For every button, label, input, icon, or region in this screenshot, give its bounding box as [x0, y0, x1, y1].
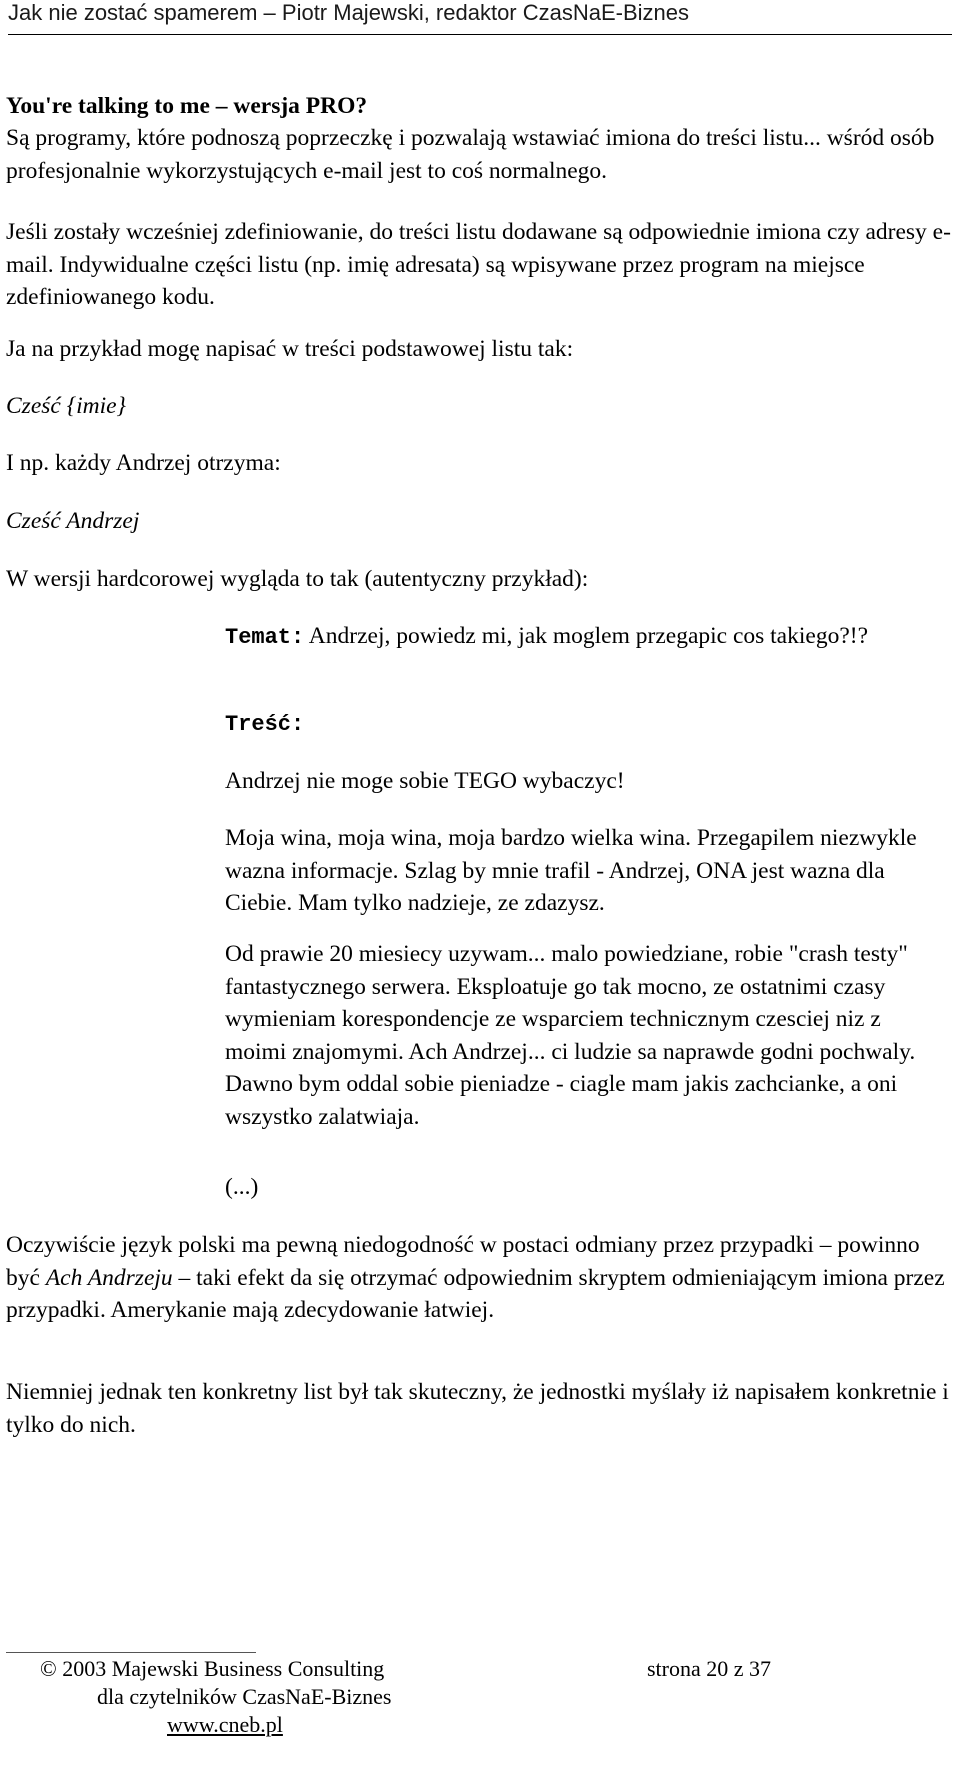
footer-line-2: dla czytelników CzasNaE-Biznes: [97, 1684, 392, 1709]
quote-line-1: Andrzej nie moge sobie TEGO wybaczyc!: [225, 768, 625, 794]
paragraph-2: Jeśli zostały wcześniej zdefiniowanie, do treści listu dodawane są odpowiednie imiona czy adresy e-mail. Indywidualne części listu (np. imię adresata) są wpisywane przez program na miejsce zdefiniowanego kodu.: [6, 219, 951, 310]
quote-ellipsis: (...): [225, 1174, 259, 1200]
paragraph-6: Oczywiście język polski ma pewną niedogodność w postaci odmiany przez przypadki – powinno być Ach Andrzeju – taki efekt da się otrzymać odpowiednim skryptem odmieniającym imiona przez przypadki. Amerykanie mają zdecydowanie łatwiej.: [6, 1232, 945, 1323]
quote-paragraph-a: Moja wina, moja wina, moja bardzo wielka wina. Przegapilem niezwykle wazna informacje. Szlag by mnie trafil - Andrzej, ONA jest wazna dla Ciebie. Mam tylko nadzieje, ze zdazysz.: [225, 825, 917, 916]
footer-divider: [6, 1652, 256, 1653]
paragraph-1: Są programy, które podnoszą poprzeczkę i pozwalają wstawiać imiona do treści listu... wśród osób profesjonalnie wykorzystujących e-mail jest to coś normalnego.: [6, 125, 935, 184]
quote-subject-text: Andrzej, powiedz mi, jak moglem przegapic cos takiego?!?: [304, 623, 869, 649]
section-title: You're talking to me – wersja PRO?: [6, 93, 368, 119]
running-header: [8, 0, 952, 35]
paragraph-4: I np. każdy Andrzej otrzyma:: [6, 450, 281, 476]
footer-copyright: © 2003 Majewski Business Consulting: [40, 1656, 385, 1681]
footer-url-link[interactable]: www.cneb.pl: [167, 1712, 283, 1737]
footer-page-number: strona 20 z 37: [647, 1656, 772, 1681]
paragraph-3: Ja na przykład mogę napisać w treści podstawowej listu tak:: [6, 336, 574, 362]
paragraph-6-italic: Ach Andrzeju: [45, 1264, 173, 1291]
header-title: Jak nie zostać spamerem – Piotr Majewski, redaktor CzasNaE-Biznes: [8, 0, 690, 25]
quote-body-label: Treść:: [225, 712, 305, 737]
example-result: Cześć Andrzej: [6, 508, 140, 534]
example-template: Cześć {imie}: [6, 393, 126, 419]
paragraph-5: W wersji hardcorowej wygląda to tak (autentyczny przykład):: [6, 566, 589, 592]
quote-subject-label: Temat:: [225, 625, 305, 650]
quote-subject: [225, 620, 930, 655]
paragraph-7: Niemniej jednak ten konkretny list był tak skuteczny, że jednostki myślały iż napisałem konkretnie i tylko do nich.: [6, 1379, 949, 1438]
quote-paragraph-b: Od prawie 20 miesiecy uzywam... malo powiedziane, robie "crash testy" fantastycznego serwera. Eksploatuje go tak mocno, ze ostatnimi czasy wymieniam korespondencje ze wsparciem technicznym czesciej niz z moimi znajomymi. Ach Andrzej... ci ludzie sa naprawde godni pochwaly. Dawno bym oddal sobie pieniadze - ciagle mam jakis zachcianke, a oni wszystko zalatwiaja.: [225, 941, 916, 1130]
